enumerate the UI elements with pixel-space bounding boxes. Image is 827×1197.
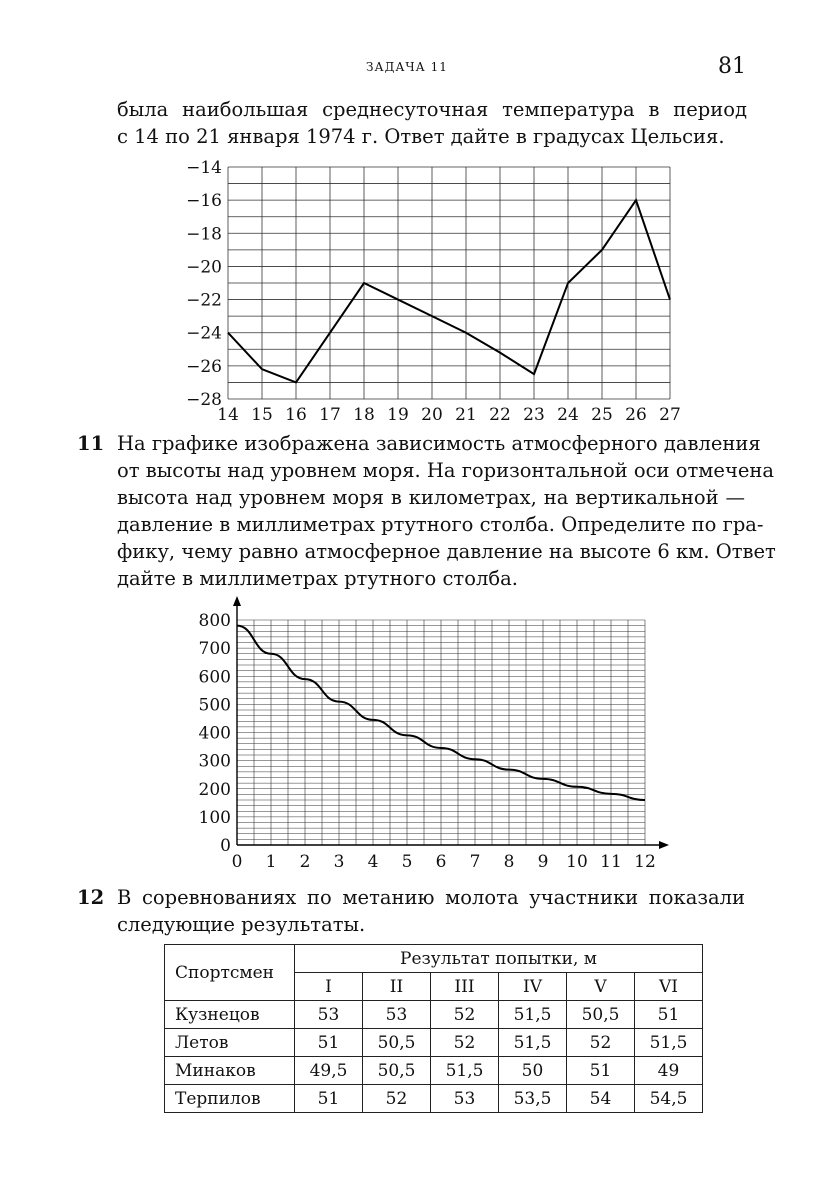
result-header: Результат попытки, м xyxy=(295,945,703,973)
task-11-line: от высоты над уровнем моря. На горизонтальной оси отмечена xyxy=(117,459,775,482)
result-cell: 51 xyxy=(295,1029,363,1057)
task-11-line: высота над уровнем моря в километрах, на вертикальной — xyxy=(117,486,745,509)
y-tick-label: 800 xyxy=(198,611,231,631)
attempt-header: III xyxy=(431,973,499,1001)
attempt-header: VI xyxy=(635,973,703,1001)
header-title: ЗАДАЧА 11 xyxy=(366,60,448,74)
x-tick-label: 15 xyxy=(251,405,273,425)
attempt-header: V xyxy=(567,973,635,1001)
y-tick-label: −20 xyxy=(186,257,222,278)
athlete-header: Спортсмен xyxy=(165,945,295,1001)
athlete-name: Кузнецов xyxy=(165,1001,295,1029)
result-cell: 53,5 xyxy=(499,1085,567,1113)
x-tick-label: 19 xyxy=(387,405,409,425)
chart-grid xyxy=(228,167,670,399)
result-cell: 50,5 xyxy=(363,1029,431,1057)
result-cell: 50,5 xyxy=(363,1057,431,1085)
x-tick-label: 4 xyxy=(367,852,379,872)
pressure-chart xyxy=(185,590,680,875)
x-tick-label: 26 xyxy=(625,405,647,425)
y-axis-arrow xyxy=(233,596,241,606)
table-header-row xyxy=(165,945,703,973)
table-row xyxy=(165,1029,703,1057)
x-tick-label: 9 xyxy=(537,852,549,872)
y-tick-label: 200 xyxy=(198,779,231,800)
athlete-name: Летов xyxy=(165,1029,295,1057)
intro-line: с 14 по 21 января 1974 г. Ответ дайте в градусах Цельсия. xyxy=(117,125,725,148)
y-tick-label: −22 xyxy=(186,290,222,311)
task-11-line: фику, чему равно атмосферное давление на высоте 6 км. Ответ xyxy=(117,540,776,563)
result-cell: 51,5 xyxy=(635,1029,703,1057)
result-cell: 51 xyxy=(295,1085,363,1113)
temperature-chart xyxy=(170,155,690,430)
task-12-number: 12 xyxy=(77,886,105,909)
result-cell: 51,5 xyxy=(499,1029,567,1057)
y-tick-label: 600 xyxy=(198,667,231,688)
task-11-line: На графике изображена зависимость атмосферного давления xyxy=(117,432,761,455)
x-tick-label: 25 xyxy=(591,405,613,425)
result-cell: 54,5 xyxy=(635,1085,703,1113)
result-cell: 50 xyxy=(499,1057,567,1085)
task-12-line: В соревнованиях по метанию молота участники показали xyxy=(117,886,745,909)
chart-axis-labels xyxy=(186,158,681,425)
x-tick-label: 0 xyxy=(231,852,243,872)
result-cell: 52 xyxy=(567,1029,635,1057)
result-cell: 51 xyxy=(567,1057,635,1085)
x-tick-label: 21 xyxy=(455,405,477,425)
result-cell: 53 xyxy=(295,1001,363,1029)
x-tick-label: 6 xyxy=(435,852,447,872)
result-cell: 54 xyxy=(567,1085,635,1113)
y-tick-label: 400 xyxy=(198,723,231,744)
y-tick-label: 700 xyxy=(198,639,231,660)
x-tick-label: 8 xyxy=(503,852,515,872)
athlete-name: Терпилов xyxy=(165,1085,295,1113)
x-tick-label: 5 xyxy=(401,852,413,872)
x-tick-label: 18 xyxy=(353,405,375,425)
x-tick-label: 3 xyxy=(333,852,345,872)
y-tick-label: −24 xyxy=(186,323,222,344)
y-tick-label: −18 xyxy=(186,224,222,245)
table-row xyxy=(165,1057,703,1085)
x-axis-arrow xyxy=(659,841,669,849)
task-11-line: давление в миллиметрах ртутного столба. Определите по гра- xyxy=(117,513,764,536)
x-tick-label: 12 xyxy=(634,852,656,872)
result-cell: 51,5 xyxy=(499,1001,567,1029)
running-head xyxy=(0,54,827,79)
result-cell: 49,5 xyxy=(295,1057,363,1085)
result-cell: 49 xyxy=(635,1057,703,1085)
table-row xyxy=(165,1001,703,1029)
task-12-text xyxy=(117,884,745,938)
chart-series xyxy=(228,200,670,382)
y-tick-label: −14 xyxy=(186,158,222,178)
y-tick-label: 300 xyxy=(198,751,231,772)
task-11-text xyxy=(117,430,776,592)
table-row xyxy=(165,1085,703,1113)
temperature-series-line xyxy=(228,200,670,382)
y-tick-label: −26 xyxy=(186,356,222,377)
x-tick-label: 20 xyxy=(421,405,443,425)
y-tick-label: −16 xyxy=(186,191,222,212)
x-tick-label: 11 xyxy=(600,852,622,872)
chart-axis-labels xyxy=(199,611,656,872)
y-tick-label: 100 xyxy=(198,807,231,828)
x-tick-label: 2 xyxy=(299,852,311,872)
x-tick-label: 24 xyxy=(557,405,579,425)
result-cell: 53 xyxy=(363,1001,431,1029)
y-tick-label: −28 xyxy=(186,390,222,410)
result-cell: 51,5 xyxy=(431,1057,499,1085)
x-tick-label: 22 xyxy=(489,405,511,425)
task-12-line: следующие результаты. xyxy=(117,913,366,936)
attempt-header: II xyxy=(363,973,431,1001)
results-table xyxy=(164,944,703,1113)
x-tick-label: 10 xyxy=(566,852,588,872)
result-cell: 51 xyxy=(635,1001,703,1029)
athlete-name: Минаков xyxy=(165,1057,295,1085)
result-cell: 53 xyxy=(431,1085,499,1113)
task-11-number: 11 xyxy=(77,432,105,455)
y-tick-label: 0 xyxy=(220,836,231,856)
page-number: 81 xyxy=(718,54,746,79)
intro-paragraph xyxy=(117,96,747,150)
x-tick-label: 17 xyxy=(319,405,341,425)
result-cell: 52 xyxy=(363,1085,431,1113)
x-tick-label: 7 xyxy=(469,852,481,872)
x-tick-label: 23 xyxy=(523,405,545,425)
attempt-header: IV xyxy=(499,973,567,1001)
x-tick-label: 27 xyxy=(659,405,681,425)
task-11-line: дайте в миллиметрах ртутного столба. xyxy=(117,567,518,590)
x-tick-label: 14 xyxy=(217,405,239,425)
intro-line: была наибольшая среднесуточная температура в период xyxy=(117,98,747,121)
x-tick-label: 16 xyxy=(285,405,307,425)
y-tick-label: 500 xyxy=(198,695,231,716)
attempt-header: I xyxy=(295,973,363,1001)
result-cell: 52 xyxy=(431,1029,499,1057)
result-cell: 50,5 xyxy=(567,1001,635,1029)
chart-grid xyxy=(233,596,669,849)
result-cell: 52 xyxy=(431,1001,499,1029)
x-tick-label: 1 xyxy=(265,852,277,872)
